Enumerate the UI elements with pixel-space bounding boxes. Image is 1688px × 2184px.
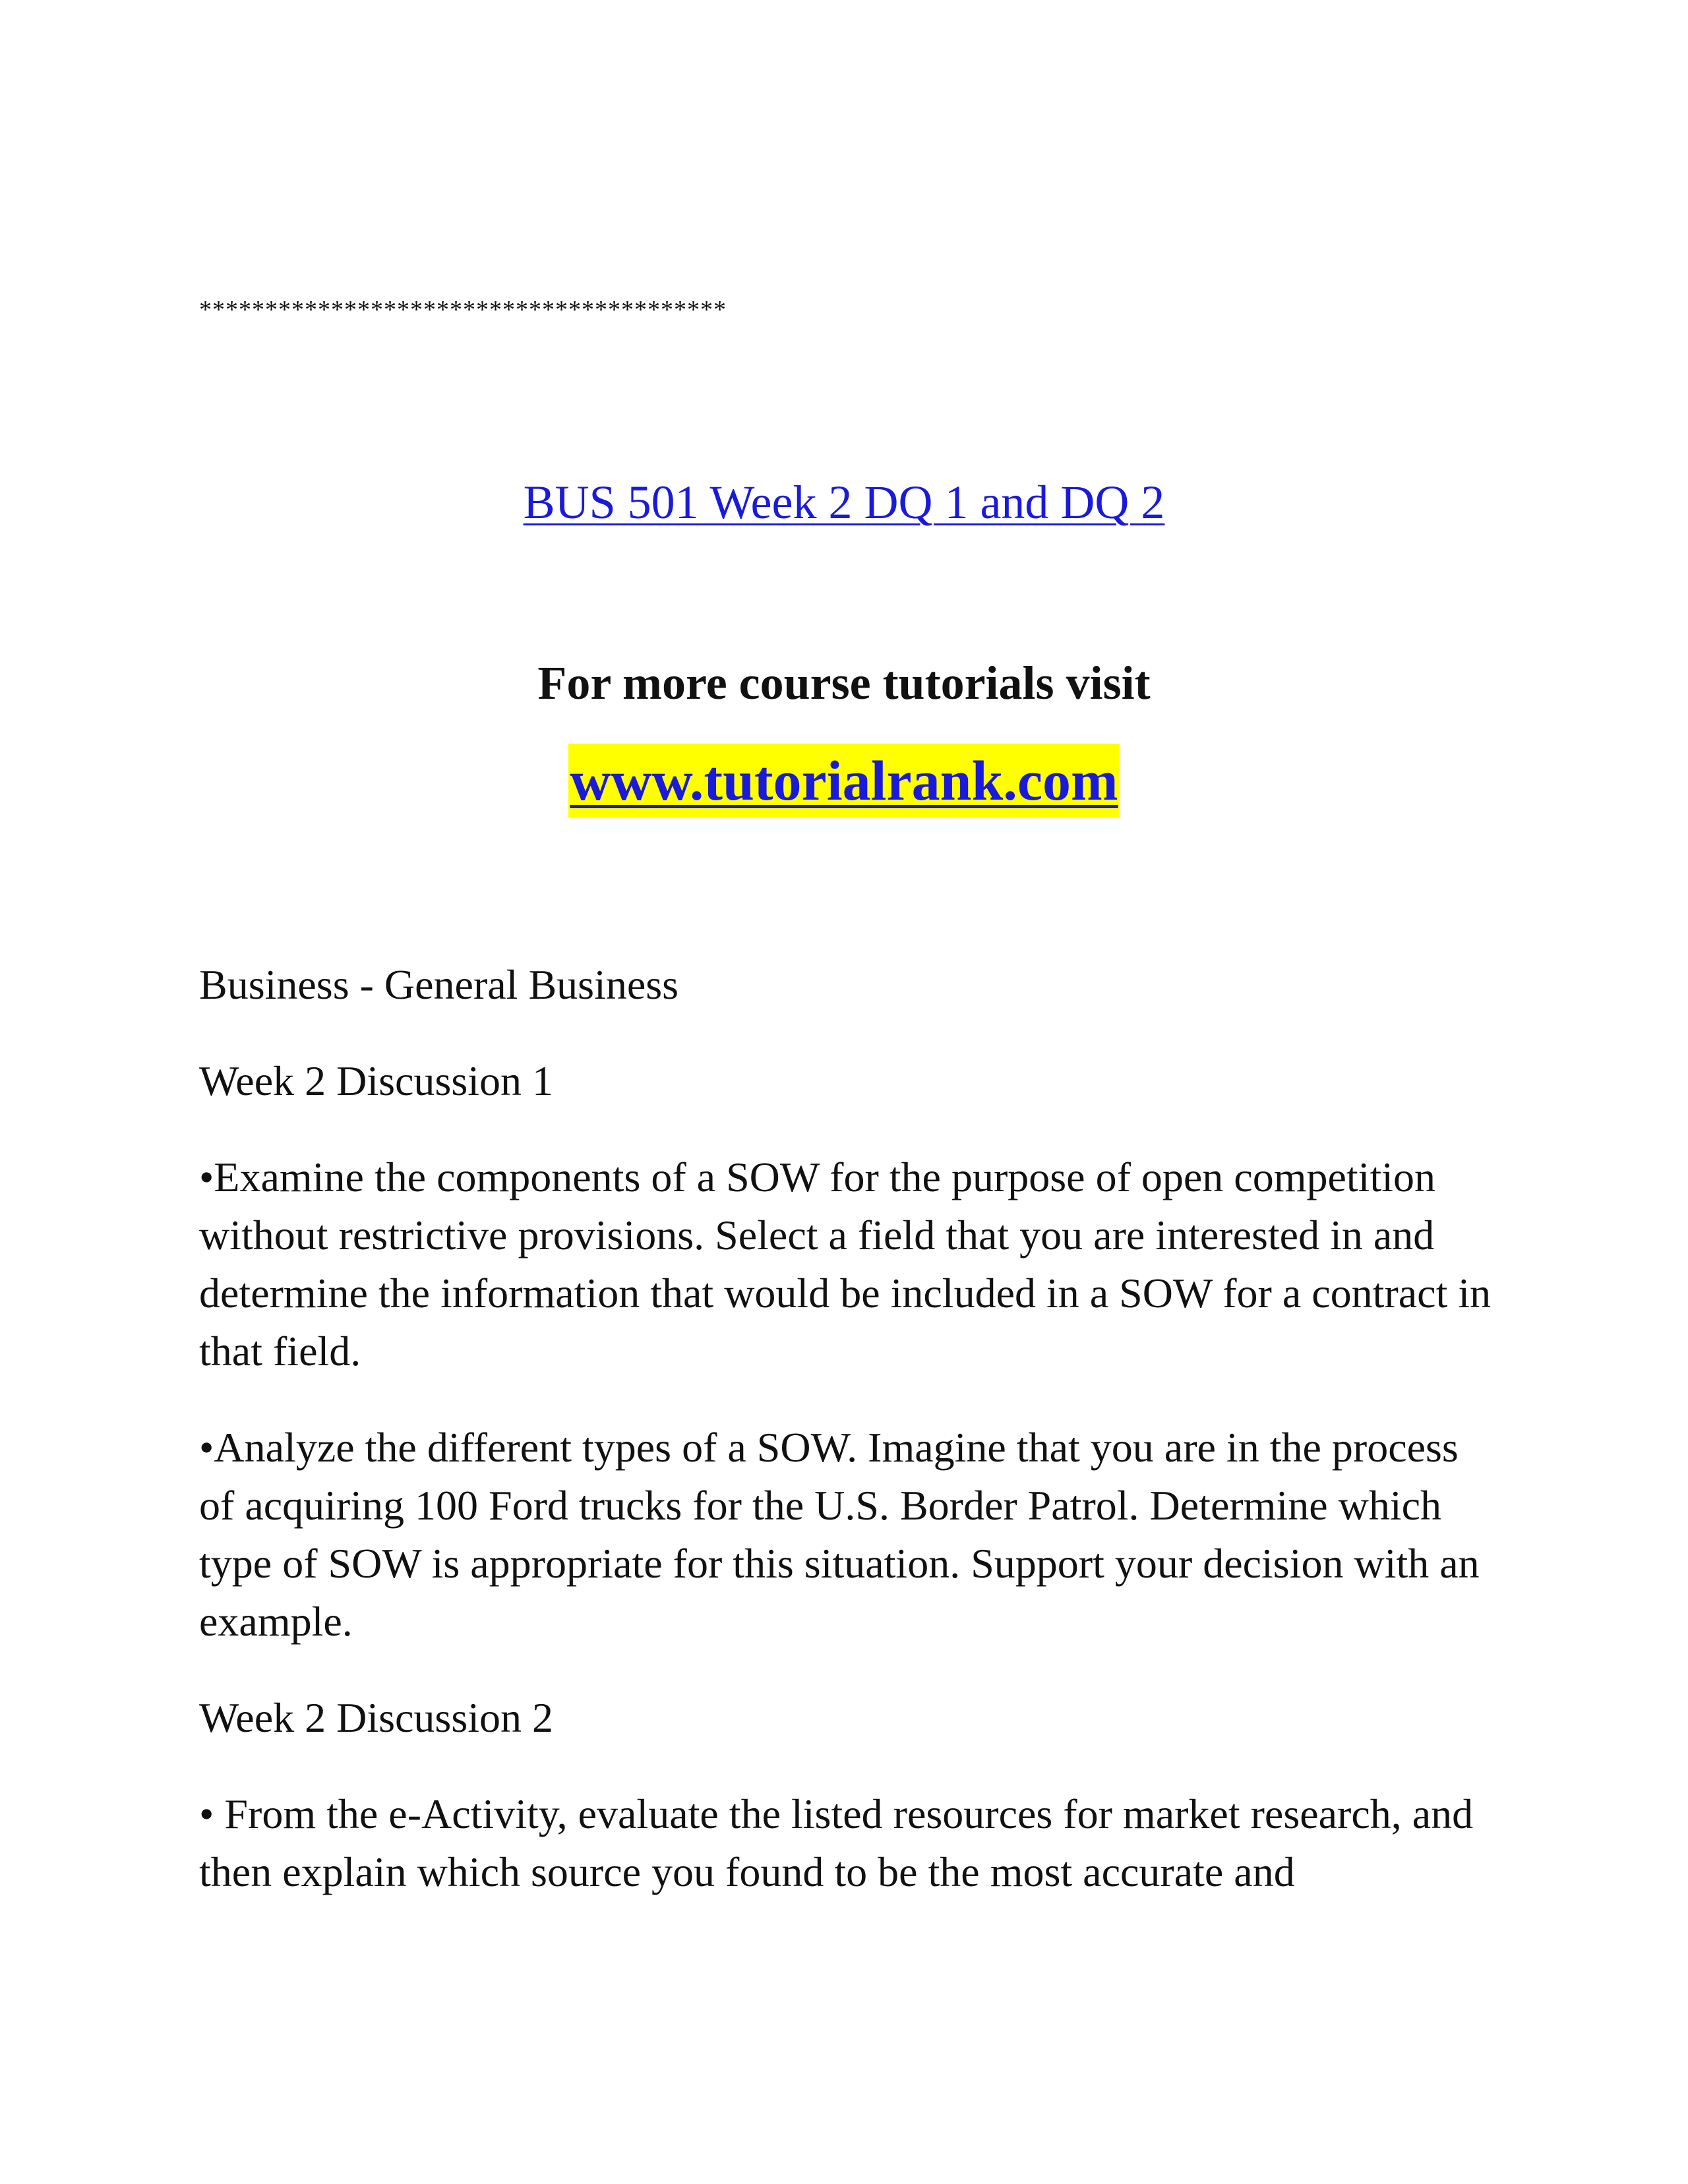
document-body xyxy=(199,956,1492,1939)
discussion-1-bullet-2: •Analyze the different types of a SOW. Imagine that you are in the process of acquiring 100 Ford trucks for the U.S. Border Patrol. Determine which type of SOW is appropriate for this situation. Support your decision with an example. xyxy=(199,1424,1480,1645)
tutorialrank-link[interactable]: www.tutorialrank.com xyxy=(568,744,1119,817)
visit-prompt: For more course tutorials visit xyxy=(537,657,1151,709)
discussion-1-heading: Week 2 Discussion 1 xyxy=(199,1057,553,1104)
discussion-2-bullet-1: • From the e-Activity, evaluate the listed resources for market research, and then explain which source you found to be the most accurate and xyxy=(199,1790,1474,1895)
course-title-link[interactable]: BUS 501 Week 2 DQ 1 and DQ 2 xyxy=(523,476,1165,529)
category-line: Business - General Business xyxy=(199,961,679,1008)
site-link-row xyxy=(0,744,1688,817)
discussion-1-bullet-1: •Examine the components of a SOW for the purpose of open competition without restrictive provisions. Select a field that you are interested in and determine the information that would be included in a SOW for a contract in that field. xyxy=(199,1154,1492,1374)
discussion-2-heading: Week 2 Discussion 2 xyxy=(199,1694,553,1741)
star-divider: **************************************** xyxy=(199,296,727,324)
